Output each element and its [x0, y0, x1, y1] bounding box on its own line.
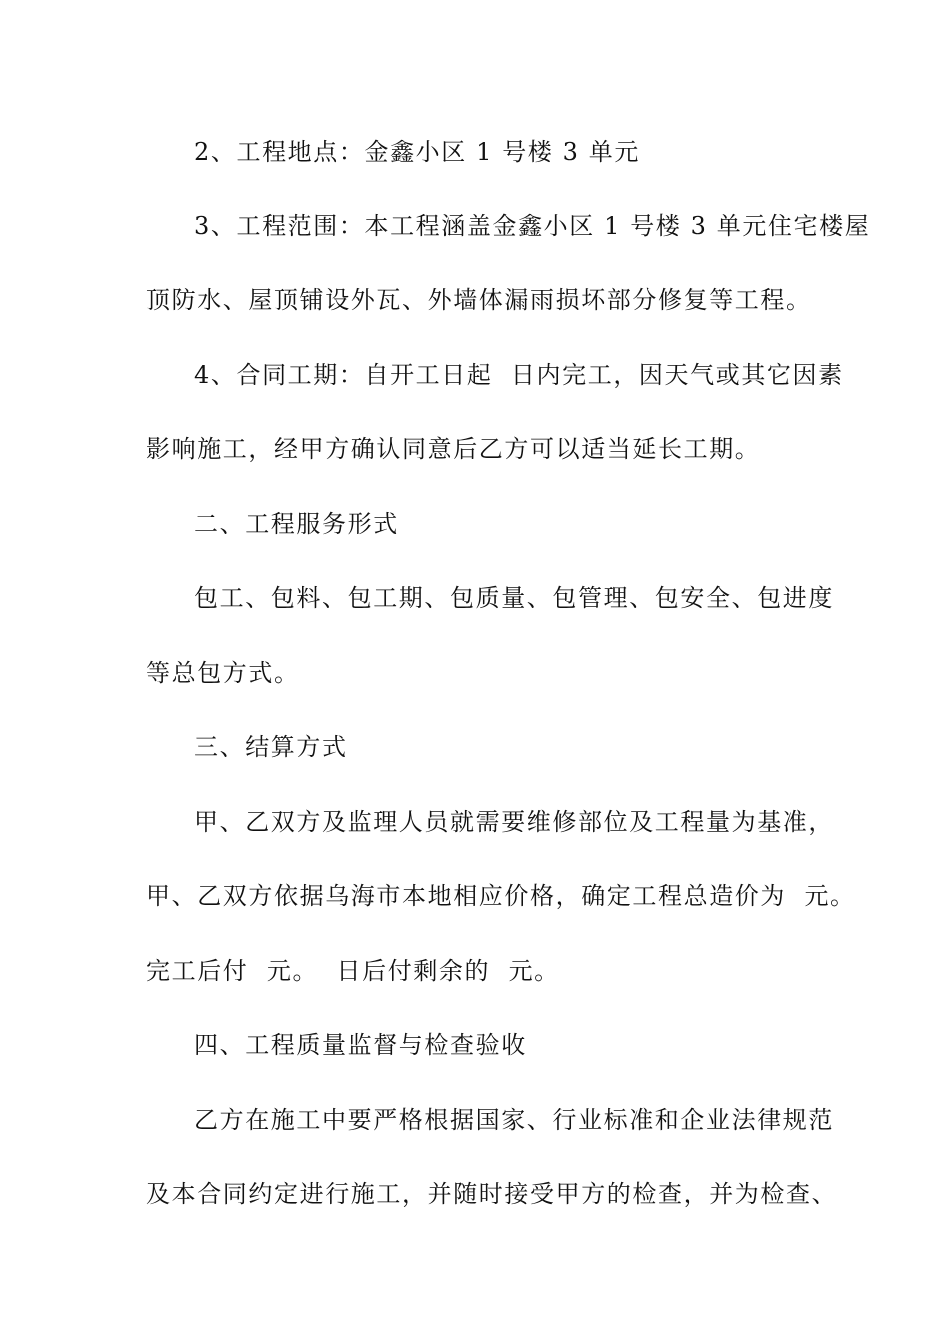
clause-contract-period-cont: 影响施工，经甲方确认同意后乙方可以适当延长工期。: [146, 435, 761, 463]
section-heading-quality: 四、工程质量监督与检查验收: [194, 1031, 527, 1059]
clause-project-scope-cont: 顶防水、屋顶铺设外瓦、外墙体漏雨损坏部分修复等工程。: [146, 286, 812, 314]
paragraph-service-form-cont: 等总包方式。: [146, 659, 300, 687]
paragraph-service-form: 包工、包料、包工期、包质量、包管理、包安全、包进度: [194, 584, 834, 612]
paragraph-quality-cont: 及本合同约定进行施工，并随时接受甲方的检查，并为检查、: [146, 1180, 838, 1208]
paragraph-settlement-cont-1: 甲、乙双方依据乌海市本地相应价格，确定工程总造价为 元。: [146, 882, 856, 910]
section-heading-settlement: 三、结算方式: [194, 733, 348, 761]
clause-contract-period: 4、合同工期：自开工日起 日内完工，因天气或其它因素: [194, 361, 844, 389]
section-heading-service-form: 二、工程服务形式: [194, 510, 399, 538]
paragraph-settlement-cont-2: 完工后付 元。 日后付剩余的 元。: [146, 957, 560, 985]
paragraph-settlement: 甲、乙双方及监理人员就需要维修部位及工程量为基准，: [194, 808, 834, 836]
clause-project-scope: 3、工程范围：本工程涵盖金鑫小区 1 号楼 3 单元住宅楼屋: [194, 212, 871, 240]
paragraph-quality: 乙方在施工中要严格根据国家、行业标准和企业法律规范: [194, 1106, 834, 1134]
clause-project-location: 2、工程地点：金鑫小区 1 号楼 3 单元: [194, 138, 640, 166]
